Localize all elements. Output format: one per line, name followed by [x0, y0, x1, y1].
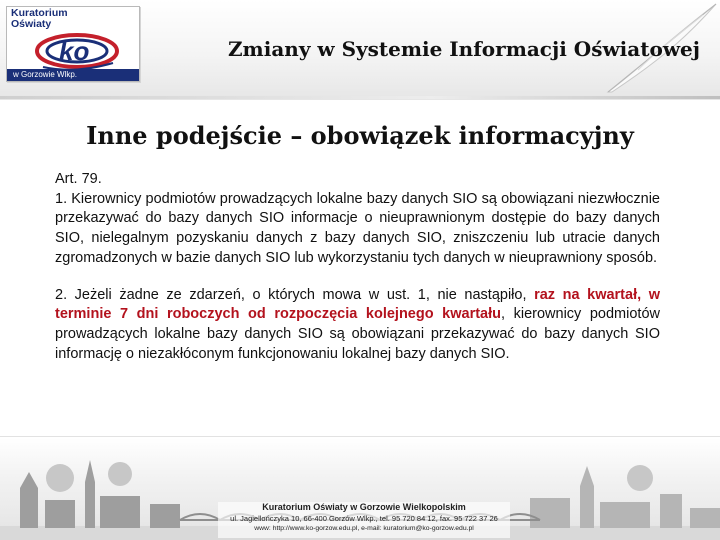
footer-web-email: www: http://www.ko-gorzow.edu.pl, e-mail: kuratorium@ko-gorzow.edu.pl: [254, 525, 474, 532]
ko-emblem-icon: [25, 27, 125, 73]
footer-contact-panel: [218, 502, 510, 538]
slide-header: [0, 0, 720, 100]
paragraph-1: 1. Kierownicy podmiotów prowadzących lokalne bazy danych SIO są obowiązani niezwłocznie przekazywać do bazy danych SIO informacje o nieuprawnionym dostępie do bazy danych SIO, nielegalnym pozyskaniu danych z bazy danych SIO, zniszczeniu lub utracie danych zgromadzonych w bazie danych SIO lub wykorzystaniu tych danych w nieuprawniony sposób.: [55, 190, 660, 266]
svg-text:ko: ko: [59, 36, 90, 66]
header-title: Zmiany w Systemie Informacji Oświatowej: [227, 37, 700, 61]
footer-institution: Kuratorium Oświaty w Gorzowie Wielkopolskim: [262, 502, 466, 512]
slide-content: [55, 170, 660, 364]
paragraph-2: [55, 286, 660, 365]
slide-title: Inne podejście – obowiązek informacyjny: [86, 121, 634, 150]
article-number: Art. 79.: [55, 171, 102, 187]
paragraph-2-highlight: raz na kwartał, w terminie 7 dni roboczych od rozpoczęcia kolejnego kwartału: [55, 286, 660, 323]
header-divider: [0, 96, 720, 99]
logo-text-line1: Kuratorium: [11, 7, 68, 19]
kuratorium-logo: [6, 6, 140, 82]
footer-address: ul. Jagiellończyka 10, 66-400 Gorzów Wlkp., tel. 95 720 84 12, fax. 95 722 37 26: [230, 514, 498, 523]
paragraph-2-end: , kierownicy podmiotów prowadzących lokalne bazy danych SIO są obowiązani przekazywać do bazy danych SIO informację o niezakłóconym funkcjonowaniu lokalnej bazy danych SIO.: [55, 306, 660, 362]
slide-footer: [0, 438, 720, 540]
logo-caption: w Gorzowie Wlkp.: [7, 69, 139, 81]
logo-text-line2: Oświaty: [11, 18, 52, 30]
paragraph-2-start: 2. Jeżeli żadne ze zdarzeń, o których mowa w ust. 1, nie nastąpiło,: [55, 286, 535, 303]
footer-divider: [0, 436, 720, 437]
paragraph-gap: [55, 269, 660, 286]
